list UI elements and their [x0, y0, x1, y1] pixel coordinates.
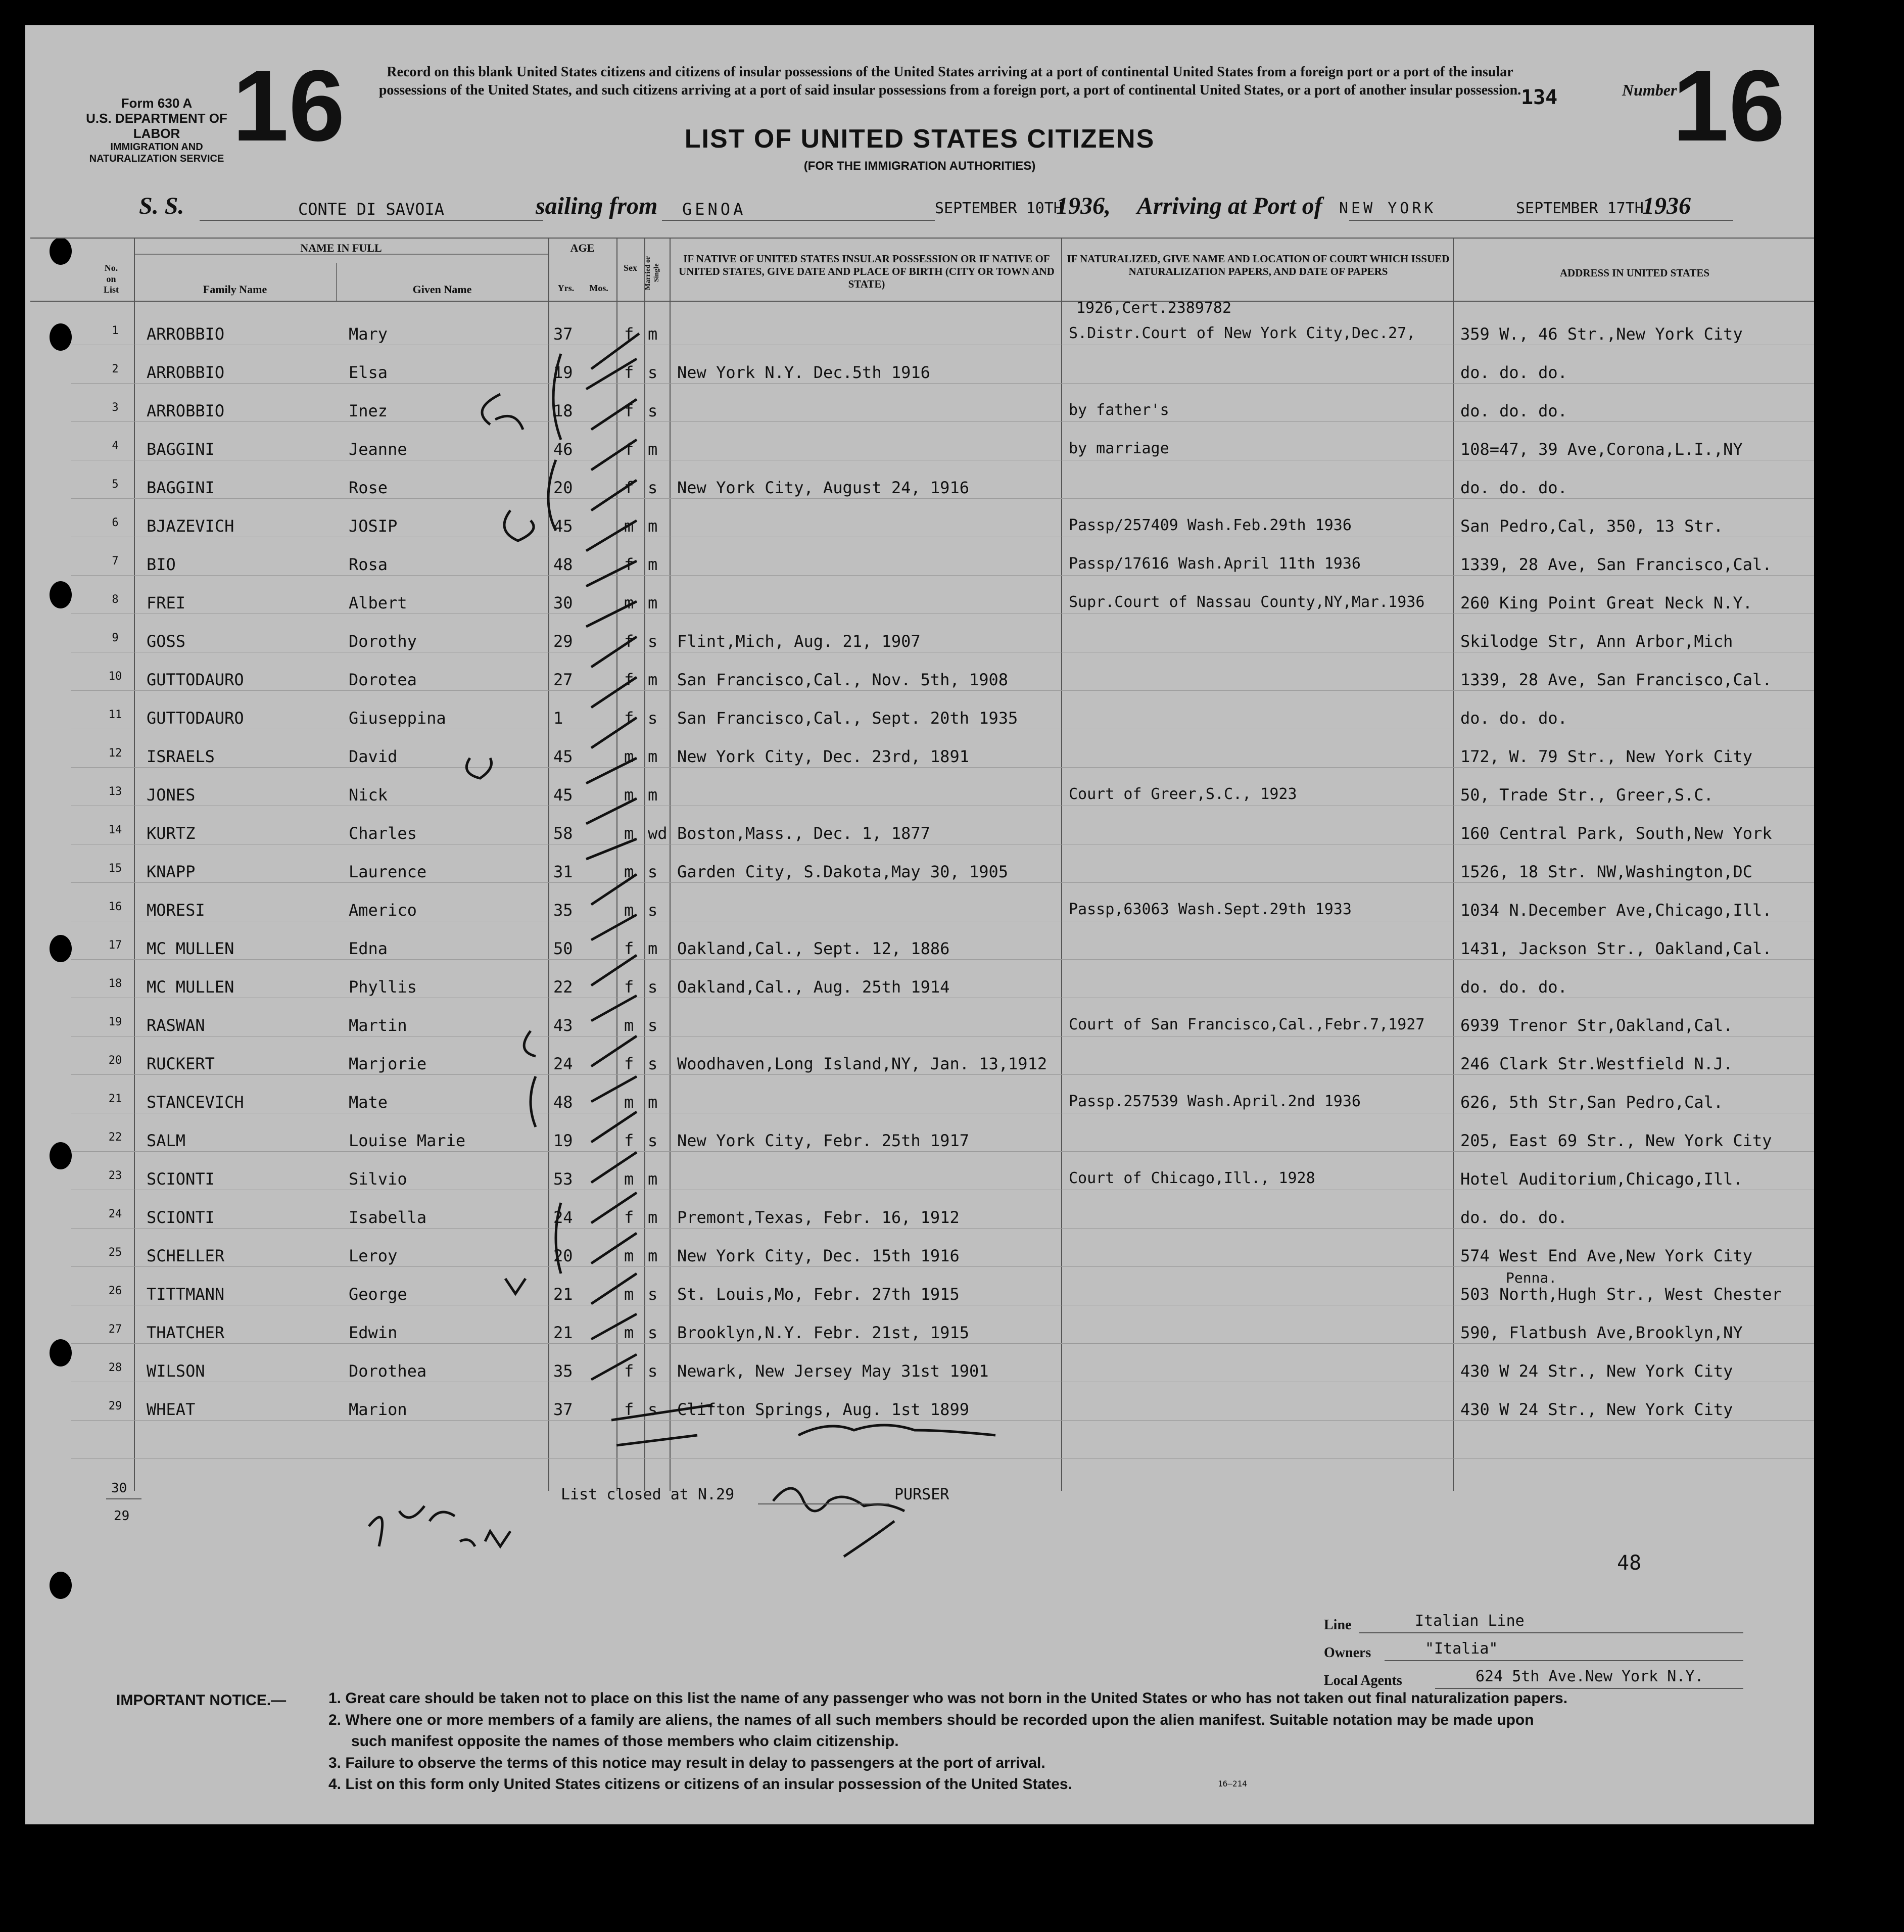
row-number: 18	[108, 977, 122, 990]
marital-status: m	[648, 593, 658, 612]
family-name: SCIONTI	[147, 1208, 215, 1227]
given-name: Isabella	[349, 1208, 427, 1227]
family-name: RASWAN	[147, 1016, 205, 1035]
given-name: Marjorie	[349, 1054, 427, 1073]
given-name: Phyllis	[349, 977, 417, 997]
sex: m	[624, 1323, 634, 1342]
address: 205, East 69 Str., New York City	[1460, 1131, 1772, 1150]
given-name: George	[349, 1285, 407, 1304]
marital-status: s	[648, 632, 658, 651]
family-name: ISRAELS	[147, 747, 215, 766]
row-number: 13	[108, 785, 122, 798]
sex: f	[624, 1054, 634, 1073]
row-number: 20	[108, 1054, 122, 1067]
given-name: Americo	[349, 901, 417, 920]
family-name: JONES	[147, 785, 196, 805]
row-number: 29	[108, 1400, 122, 1412]
record-instructions: Record on this blank United States citizens and citizens of insular possessions of the United States arriving at a port of continental United States from a foreign port or a port of the insular possessions of the United States, and such citizens arriving at a port of said insular possessions from a foreign port, a port of continental United States, or a port of another insular possession.	[378, 64, 1521, 99]
row-number: 8	[112, 593, 119, 606]
marital-status: m	[648, 1208, 658, 1227]
address: 574 West End Ave,New York City	[1460, 1246, 1752, 1265]
age-years: 45	[553, 516, 573, 536]
given-name: Louise Marie	[349, 1131, 466, 1150]
row-number: 23	[108, 1169, 122, 1182]
row-number: 4	[112, 440, 119, 452]
sex: f	[624, 1400, 634, 1419]
given-name: Martin	[349, 1016, 407, 1035]
family-name: KURTZ	[147, 824, 196, 843]
given-name: Rose	[349, 478, 388, 497]
handwritten-ref: 134	[1521, 86, 1558, 109]
age-years: 31	[553, 862, 573, 881]
marital-status: m	[648, 440, 658, 459]
age-years: 21	[553, 1323, 573, 1342]
marital-status: s	[648, 1054, 658, 1073]
age-years: 20	[553, 478, 573, 497]
marital-status: m	[648, 670, 658, 689]
given-name: Giuseppina	[349, 709, 446, 728]
marital-status: m	[648, 324, 658, 344]
naturalization-info: Passp,63063 Wash.Sept.29th 1933	[1069, 901, 1352, 918]
sex: m	[624, 1016, 634, 1035]
naturalization-info: Passp.257539 Wash.April.2nd 1936	[1069, 1093, 1361, 1110]
family-name: GUTTODAURO	[147, 709, 244, 728]
sex: f	[624, 709, 634, 728]
address: do. do. do.	[1460, 363, 1567, 382]
family-name: SCIONTI	[147, 1169, 215, 1189]
age-years: 22	[553, 977, 573, 997]
age-years: 18	[553, 401, 573, 420]
birth-info: Flint,Mich, Aug. 21, 1907	[677, 632, 921, 651]
naturalization-info: Supr.Court of Nassau County,NY,Mar.1936	[1069, 593, 1425, 611]
row-number: 25	[108, 1246, 122, 1259]
given-name: Dorothy	[349, 632, 417, 651]
birth-info: Clifton Springs, Aug. 1st 1899	[677, 1400, 969, 1419]
marital-status: s	[648, 1361, 658, 1381]
sex: m	[624, 516, 634, 536]
marital-status: m	[648, 785, 658, 805]
given-name: Mary	[349, 324, 388, 344]
row-number: 7	[112, 555, 119, 568]
sex: f	[624, 1208, 634, 1227]
given-name: Jeanne	[349, 440, 407, 459]
marital-status: s	[648, 977, 658, 997]
row-number: 15	[108, 862, 122, 875]
departure-date: SEPTEMBER 10TH	[935, 200, 1063, 217]
marital-status: m	[648, 1169, 658, 1189]
given-name: Dorothea	[349, 1361, 427, 1381]
family-name: BJAZEVICH	[147, 516, 234, 536]
given-name: Laurence	[349, 862, 427, 881]
row-number: 9	[112, 632, 119, 644]
marital-status: s	[648, 1323, 658, 1342]
naturalization-info-cont: 1926,Cert.2389782	[1076, 299, 1232, 317]
list-closed-text: List closed at N.29	[561, 1486, 735, 1503]
marital-status: m	[648, 555, 658, 574]
family-name: FREI	[147, 593, 186, 612]
family-name: MORESI	[147, 901, 205, 920]
row-number: 5	[112, 478, 119, 491]
sex: m	[624, 785, 634, 805]
address: do. do. do.	[1460, 977, 1567, 997]
birth-info: San Francisco,Cal., Sept. 20th 1935	[677, 709, 1018, 728]
sex: m	[624, 593, 634, 612]
address: do. do. do.	[1460, 1208, 1567, 1227]
birth-info: New York City, Dec. 15th 1916	[677, 1246, 960, 1265]
sex: f	[624, 1131, 634, 1150]
family-name: KNAPP	[147, 862, 196, 881]
page-subtitle: (FOR THE IMMIGRATION AUTHORITIES)	[803, 159, 1036, 173]
address: Hotel Auditorium,Chicago,Ill.	[1460, 1169, 1743, 1189]
age-years: 30	[553, 593, 573, 612]
birth-info: New York City, August 24, 1916	[677, 478, 969, 497]
col-head-given-name: Given Name	[412, 283, 472, 296]
address: do. do. do.	[1460, 709, 1567, 728]
address: 590, Flatbush Ave,Brooklyn,NY	[1460, 1323, 1743, 1342]
notice-items: 1. Great care should be taken not to place on this list the name of any passenger who was not born in the United States or who has not taken out final naturalization papers. 2. Where one or more members of a family are aliens, the names of all such members should be recorded upon the alien manifest. Suitable notation may be made upon such manifest opposite the names of those members who claim citizenship. 3. Failure to observe the terms of this notice may result in delay to passengers at the port of arrival. 4. List on this form only United States citizens or citizens of an insular possession of the United States.	[328, 1690, 1568, 1793]
age-years: 35	[553, 1361, 573, 1381]
naturalization-info: by father's	[1069, 401, 1169, 419]
row-number: 19	[108, 1016, 122, 1028]
marital-status: s	[648, 1131, 658, 1150]
birth-info: San Francisco,Cal., Nov. 5th, 1908	[677, 670, 1009, 689]
marital-status: m	[648, 939, 658, 958]
family-name: MC MULLEN	[147, 939, 234, 958]
marital-status: m	[648, 516, 658, 536]
given-name: JOSIP	[349, 516, 398, 536]
sex: f	[624, 555, 634, 574]
row-number: 16	[108, 901, 122, 913]
sex: m	[624, 901, 634, 920]
sex: f	[624, 977, 634, 997]
age-years: 48	[553, 1093, 573, 1112]
given-name: Albert	[349, 593, 407, 612]
naturalization-info: Passp/257409 Wash.Feb.29th 1936	[1069, 516, 1352, 534]
birth-info: New York City, Febr. 25th 1917	[677, 1131, 969, 1150]
page-number-left: 16	[232, 50, 345, 162]
address: 1526, 18 Str. NW,Washington,DC	[1460, 862, 1752, 881]
naturalization-info: by marriage	[1069, 440, 1169, 457]
address: 260 King Point Great Neck N.Y.	[1460, 593, 1752, 612]
family-name: MC MULLEN	[147, 977, 234, 997]
number-label: Number	[1622, 81, 1677, 99]
address: 50, Trade Str., Greer,S.C.	[1460, 785, 1713, 805]
age-years: 43	[553, 1016, 573, 1035]
line-label: Line	[1324, 1617, 1352, 1633]
marital-status: m	[648, 1093, 658, 1112]
family-name: ARROBBIO	[147, 363, 225, 382]
age-years: 19	[553, 1131, 573, 1150]
naturalization-info: Court of San Francisco,Cal.,Febr.7,1927	[1069, 1016, 1425, 1033]
owners-label: Owners	[1324, 1645, 1371, 1661]
age-years: 37	[553, 1400, 573, 1419]
col-head-age: AGE	[570, 242, 595, 254]
address: 1339, 28 Ave, San Francisco,Cal.	[1460, 670, 1772, 689]
col-head-number: No. on List	[103, 263, 119, 295]
address: 160 Central Park, South,New York	[1460, 824, 1772, 843]
address: San Pedro,Cal, 350, 13 Str.	[1460, 516, 1724, 536]
row-number: 22	[108, 1131, 122, 1144]
marital-status: s	[648, 1285, 658, 1304]
print-code: 16—214	[1218, 1779, 1247, 1788]
given-name: Rosa	[349, 555, 388, 574]
row-number: 27	[108, 1323, 122, 1336]
address: 359 W., 46 Str.,New York City	[1460, 324, 1743, 344]
age-years: 24	[553, 1054, 573, 1073]
address: 430 W 24 Str., New York City	[1460, 1361, 1733, 1381]
row-number: 11	[108, 709, 122, 721]
family-name: BIO	[147, 555, 176, 574]
address: do. do. do.	[1460, 478, 1567, 497]
last-row-number: 30	[111, 1481, 127, 1496]
row-number: 6	[112, 516, 119, 529]
age-years: 19	[553, 363, 573, 382]
agents-value: 624 5th Ave.New York N.Y.	[1475, 1668, 1704, 1685]
row-number: 2	[112, 363, 119, 375]
row-number: 26	[108, 1285, 122, 1297]
family-name: THATCHER	[147, 1323, 225, 1342]
family-name: SCHELLER	[147, 1246, 225, 1265]
marital-status: s	[648, 363, 658, 382]
age-years: 35	[553, 901, 573, 920]
notice-heading: IMPORTANT NOTICE.—	[116, 1692, 287, 1709]
manifest-page	[25, 25, 1814, 1824]
sex: f	[624, 1361, 634, 1381]
col-head-naturalization: IF NATURALIZED, GIVE NAME AND LOCATION OF COURT WHICH ISSUED NATURALIZATION PAPERS, AND DATE OF PAPERS	[1067, 253, 1450, 278]
row-number: 24	[108, 1208, 122, 1220]
year-departure: 1936,	[1056, 193, 1111, 219]
family-name: WHEAT	[147, 1400, 196, 1419]
sex: f	[624, 401, 634, 420]
marital-status: s	[648, 478, 658, 497]
address: 626, 5th Str,San Pedro,Cal.	[1460, 1093, 1724, 1112]
row-number: 12	[108, 747, 122, 760]
age-years: 45	[553, 747, 573, 766]
birth-info: Brooklyn,N.Y. Febr. 21st, 1915	[677, 1323, 969, 1342]
form-agency-block: Form 630 A U.S. DEPARTMENT OF LABOR IMMIGRATION AND NATURALIZATION SERVICE	[86, 96, 227, 164]
given-name: Mate	[349, 1093, 388, 1112]
line-value: Italian Line	[1415, 1612, 1525, 1630]
marital-status: s	[648, 901, 658, 920]
address: 503 North,Hugh Str., West Chester	[1460, 1285, 1782, 1304]
family-name: ARROBBIO	[147, 401, 225, 420]
stamped-number: 48	[1617, 1551, 1642, 1575]
arriving-label: Arriving at Port of	[1137, 193, 1322, 219]
given-name: Nick	[349, 785, 388, 805]
address: 6939 Trenor Str,Oakland,Cal.	[1460, 1016, 1733, 1035]
col-head-birthplace: IF NATIVE OF UNITED STATES INSULAR POSSESSION OR IF NATIVE OF UNITED STATES, GIVE DATE AND PLACE OF BIRTH (CITY OR TOWN AND STATE)	[679, 253, 1055, 291]
marital-status: s	[648, 862, 658, 881]
row-number: 17	[108, 939, 122, 952]
age-years: 46	[553, 440, 573, 459]
sex: m	[624, 747, 634, 766]
address: Skilodge Str, Ann Arbor,Mich	[1460, 632, 1733, 651]
given-name: Silvio	[349, 1169, 407, 1189]
purser-label: PURSER	[894, 1486, 949, 1503]
row-number: 3	[112, 401, 119, 414]
age-years: 1	[553, 709, 563, 728]
page-number-right: 16	[1673, 50, 1785, 162]
col-head-family-name: Family Name	[203, 283, 267, 296]
family-name: SALM	[147, 1131, 186, 1150]
sailing-from-label: sailing from	[536, 193, 658, 219]
birth-info: Premont,Texas, Febr. 16, 1912	[677, 1208, 960, 1227]
marital-status: s	[648, 1400, 658, 1419]
age-years: 20	[553, 1246, 573, 1265]
marital-status: s	[648, 401, 658, 420]
family-name: ARROBBIO	[147, 324, 225, 344]
family-name: TITTMANN	[147, 1285, 225, 1304]
given-name: Dorotea	[349, 670, 417, 689]
row-number: 28	[108, 1361, 122, 1374]
address: 1034 N.December Ave,Chicago,Ill.	[1460, 901, 1772, 920]
sex: m	[624, 1285, 634, 1304]
sex: m	[624, 862, 634, 881]
age-years: 21	[553, 1285, 573, 1304]
age-years: 50	[553, 939, 573, 958]
marital-status: m	[648, 1246, 658, 1265]
age-years: 27	[553, 670, 573, 689]
page-title: LIST OF UNITED STATES CITIZENS	[684, 124, 1155, 154]
sex: f	[624, 632, 634, 651]
birth-info: Newark, New Jersey May 31st 1901	[677, 1361, 989, 1381]
birth-info: Garden City, S.Dakota,May 30, 1905	[677, 862, 1009, 881]
col-head-name: NAME IN FULL	[300, 242, 382, 254]
year-arrival: 1936	[1642, 193, 1691, 219]
sex: f	[624, 670, 634, 689]
family-name: GUTTODAURO	[147, 670, 244, 689]
marital-status: s	[648, 1016, 658, 1035]
sex: m	[624, 1093, 634, 1112]
age-years: 48	[553, 555, 573, 574]
address: 430 W 24 Str., New York City	[1460, 1400, 1733, 1419]
sex: f	[624, 440, 634, 459]
naturalization-info: Court of Greer,S.C., 1923	[1069, 785, 1297, 803]
tally-marks	[25, 25, 1814, 1824]
ss-label: S. S.	[139, 193, 184, 219]
address: 172, W. 79 Str., New York City	[1460, 747, 1752, 766]
given-name: Marion	[349, 1400, 407, 1419]
family-name: STANCEVICH	[147, 1093, 244, 1112]
family-name: WILSON	[147, 1361, 205, 1381]
departure-port: GENOA	[682, 200, 746, 219]
family-name: RUCKERT	[147, 1054, 215, 1073]
age-years: 53	[553, 1169, 573, 1189]
col-head-yrs: Yrs.	[557, 283, 575, 293]
row-number: 1	[112, 324, 119, 337]
address: 108=47, 39 Ave,Corona,L.I.,NY	[1460, 440, 1743, 459]
naturalization-info: S.Distr.Court of New York City,Dec.27,	[1069, 324, 1416, 342]
given-name: Edna	[349, 939, 388, 958]
given-name: Edwin	[349, 1323, 398, 1342]
sex: f	[624, 939, 634, 958]
owners-value: "Italia"	[1425, 1640, 1498, 1658]
address: 1339, 28 Ave, San Francisco,Cal.	[1460, 555, 1772, 574]
naturalization-info: Court of Chicago,Ill., 1928	[1069, 1169, 1315, 1187]
sex: f	[624, 363, 634, 382]
row-number: 21	[108, 1093, 122, 1105]
age-years: 58	[553, 824, 573, 843]
arrival-date: SEPTEMBER 17TH	[1516, 200, 1644, 217]
sex: m	[624, 1246, 634, 1265]
given-name: Charles	[349, 824, 417, 843]
family-name: BAGGINI	[147, 440, 215, 459]
marital-status: wd	[648, 824, 668, 843]
marital-status: m	[648, 747, 658, 766]
sex: m	[624, 824, 634, 843]
ship-name: CONTE DI SAVOIA	[298, 200, 444, 219]
birth-info: Woodhaven,Long Island,NY, Jan. 13,1912	[677, 1054, 1048, 1073]
given-name: Leroy	[349, 1246, 398, 1265]
birth-info: St. Louis,Mo, Febr. 27th 1915	[677, 1285, 960, 1304]
col-head-address: ADDRESS IN UNITED STATES	[1559, 267, 1710, 279]
given-name: Inez	[349, 401, 388, 420]
family-name: GOSS	[147, 632, 186, 651]
col-head-sex: Sex	[624, 263, 637, 273]
age-years: 37	[553, 324, 573, 344]
given-name: David	[349, 747, 398, 766]
marital-status: s	[648, 709, 658, 728]
sex: f	[624, 478, 634, 497]
sex: f	[624, 324, 634, 344]
address: 1431, Jackson Str., Oakland,Cal.	[1460, 939, 1772, 958]
birth-info: Oakland,Cal., Sept. 12, 1886	[677, 939, 950, 958]
family-name: BAGGINI	[147, 478, 215, 497]
age-years: 24	[553, 1208, 573, 1227]
birth-info: New York City, Dec. 23rd, 1891	[677, 747, 969, 766]
col-head-mos: Mos.	[589, 283, 608, 293]
age-years: 45	[553, 785, 573, 805]
total-count: 29	[114, 1509, 130, 1524]
birth-info: New York N.Y. Dec.5th 1916	[677, 363, 930, 382]
birth-info: Boston,Mass., Dec. 1, 1877	[677, 824, 930, 843]
address: do. do. do.	[1460, 401, 1567, 420]
agents-label: Local Agents	[1324, 1673, 1402, 1688]
row-number: 10	[108, 670, 122, 683]
address: 246 Clark Str.Westfield N.J.	[1460, 1054, 1733, 1073]
address-cont: Penna.	[1506, 1269, 1557, 1286]
age-years: 29	[553, 632, 573, 651]
given-name: Elsa	[349, 363, 388, 382]
row-number: 14	[108, 824, 122, 836]
arrival-port: NEW YORK	[1339, 200, 1437, 217]
sex: m	[624, 1169, 634, 1189]
col-head-married: Married or Single	[644, 256, 660, 290]
naturalization-info: Passp/17616 Wash.April 11th 1936	[1069, 555, 1361, 573]
birth-info: Oakland,Cal., Aug. 25th 1914	[677, 977, 950, 997]
